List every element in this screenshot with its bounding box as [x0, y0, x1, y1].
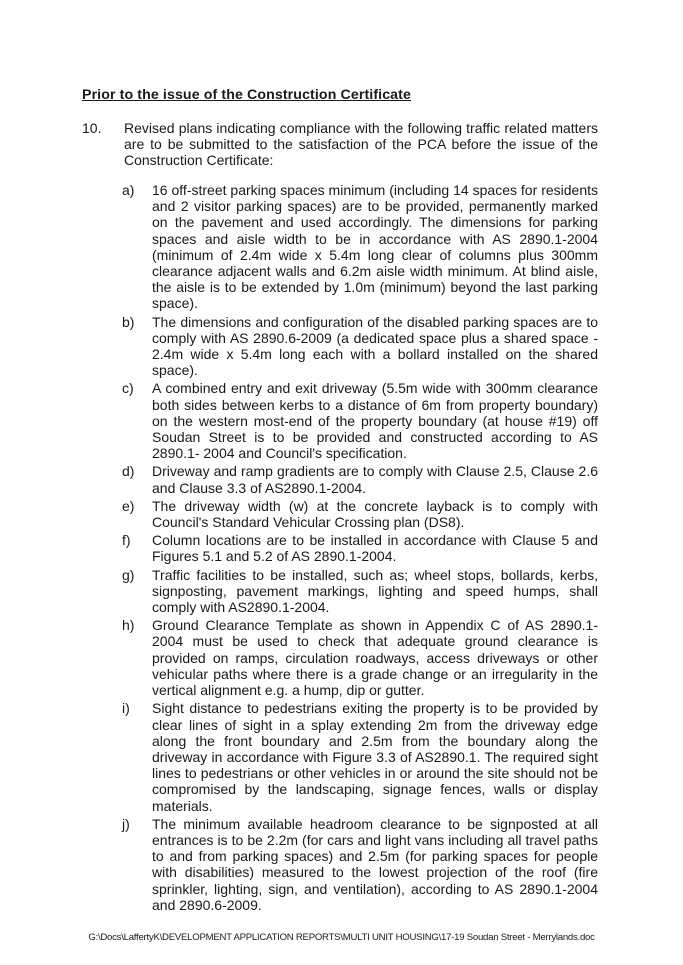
- item-text: Driveway and ramp gradients are to comply with Clause 2.5, Clause 2.6 and Clause 3.3 of AS2890.1-2004.: [152, 463, 598, 496]
- section-heading: Prior to the issue of the Construction Certificate: [82, 87, 411, 103]
- condition-intro: Revised plans indicating compliance with the following traffic related matters are to be submitted to the satisfaction of the PCA before the issue of the Construction Certificate:: [124, 120, 598, 169]
- item-text: Column locations are to be installed in accordance with Clause 5 and Figures 5.1 and 5.2 of AS 2890.1-2004.: [152, 532, 598, 565]
- item-text: The minimum available headroom clearance to be signposted at all entrances is to be 2.2m (for cars and light vans including all travel paths to and from parking spaces) and 2.5m (for parking spaces for people with disabilities) measured to the lowest projection of the roof (fire sprinkler, lighting, sign, and ventilation), according to AS 2890.1-2004 and 2890.6-2009.: [152, 815, 598, 913]
- item-letter: a): [122, 182, 135, 198]
- item-text: 16 off-street parking spaces minimum (including 14 spaces for residents and 2 visitor parking spaces) are to be provided, permanently marked on the pavement and used accordingly. The dimensions for parking spaces and aisle width to be in accordance with AS 2890.1-2004 (minimum of 2.4m wide x 5.4m long clear of columns plus 300mm clearance adjacent walls and 6.2m aisle width minimum. At blind aisle, the aisle is to be extended by 1.0m (minimum) beyond the last parking space).: [152, 182, 598, 312]
- item-text: The dimensions and configuration of the disabled parking spaces are to comply with AS 2890.6-2009 (a dedicated space plus a shared space - 2.4m wide x 5.4m long each with a bollard installed on the shared space).: [152, 313, 598, 379]
- item-text: Traffic facilities to be installed, such as; wheel stops, bollards, kerbs, signposting, pavement markings, lighting and speed humps, shall comply with AS2890.1-2004.: [152, 566, 598, 616]
- document-path-footer: G:\Docs\LaffertyK\DEVELOPMENT APPLICATION REPORTS\MULTI UNIT HOUSING\17-19 Soudan Street - Merrylands.doc: [88, 932, 595, 943]
- condition-item: [122, 463, 598, 495]
- item-letter: j): [122, 815, 130, 832]
- item-letter: h): [122, 617, 135, 634]
- condition-item: [122, 498, 598, 530]
- condition-item: [122, 816, 598, 913]
- item-text: Ground Clearance Template as shown in Appendix C of AS 2890.1-2004 must be used to check that adequate ground clearance is provided on ramps, circulation roadways, access driveways or other vehicular paths where there is a grade change or an irregularity in the vertical alignment e.g. a hump, dip or gutter.: [152, 617, 598, 699]
- condition-items-list: [122, 182, 598, 913]
- condition-number: 10.: [82, 120, 102, 136]
- condition-item: [122, 567, 598, 616]
- condition-item: [122, 182, 598, 312]
- item-letter: c): [122, 380, 134, 397]
- item-letter: e): [122, 497, 135, 514]
- item-letter: d): [122, 463, 135, 480]
- item-text: A combined entry and exit driveway (5.5m wide with 300mm clearance both sides between kerbs to a distance of 6m from property boundary) on the western most-end of the property boundary (at house #19) off Soudan Street is to be provided and constructed according to AS 2890.1- 2004 and Council's specification.: [152, 380, 598, 462]
- condition-item: [122, 380, 598, 461]
- item-letter: g): [122, 566, 135, 583]
- condition-item: [122, 314, 598, 379]
- condition-item: [122, 700, 598, 813]
- condition-item: [122, 617, 598, 698]
- item-letter: i): [122, 700, 130, 717]
- item-text: Sight distance to pedestrians exiting the property is to be provided by clear lines of sight in a splay extending 2m from the driveway edge along the front boundary and 2.5m from the boundary along the driveway in accordance with Figure 3.3 of AS2890.1. The required sight lines to pedestrians or other vehicles in or around the site should not be compromised by the landscaping, signage fences, walls or display materials.: [152, 700, 598, 814]
- item-text: The driveway width (w) at the concrete layback is to comply with Council's Standard Vehicular Crossing plan (DS8).: [152, 497, 598, 531]
- condition-item: [122, 532, 598, 564]
- item-letter: b): [122, 313, 135, 330]
- item-letter: f): [122, 532, 131, 549]
